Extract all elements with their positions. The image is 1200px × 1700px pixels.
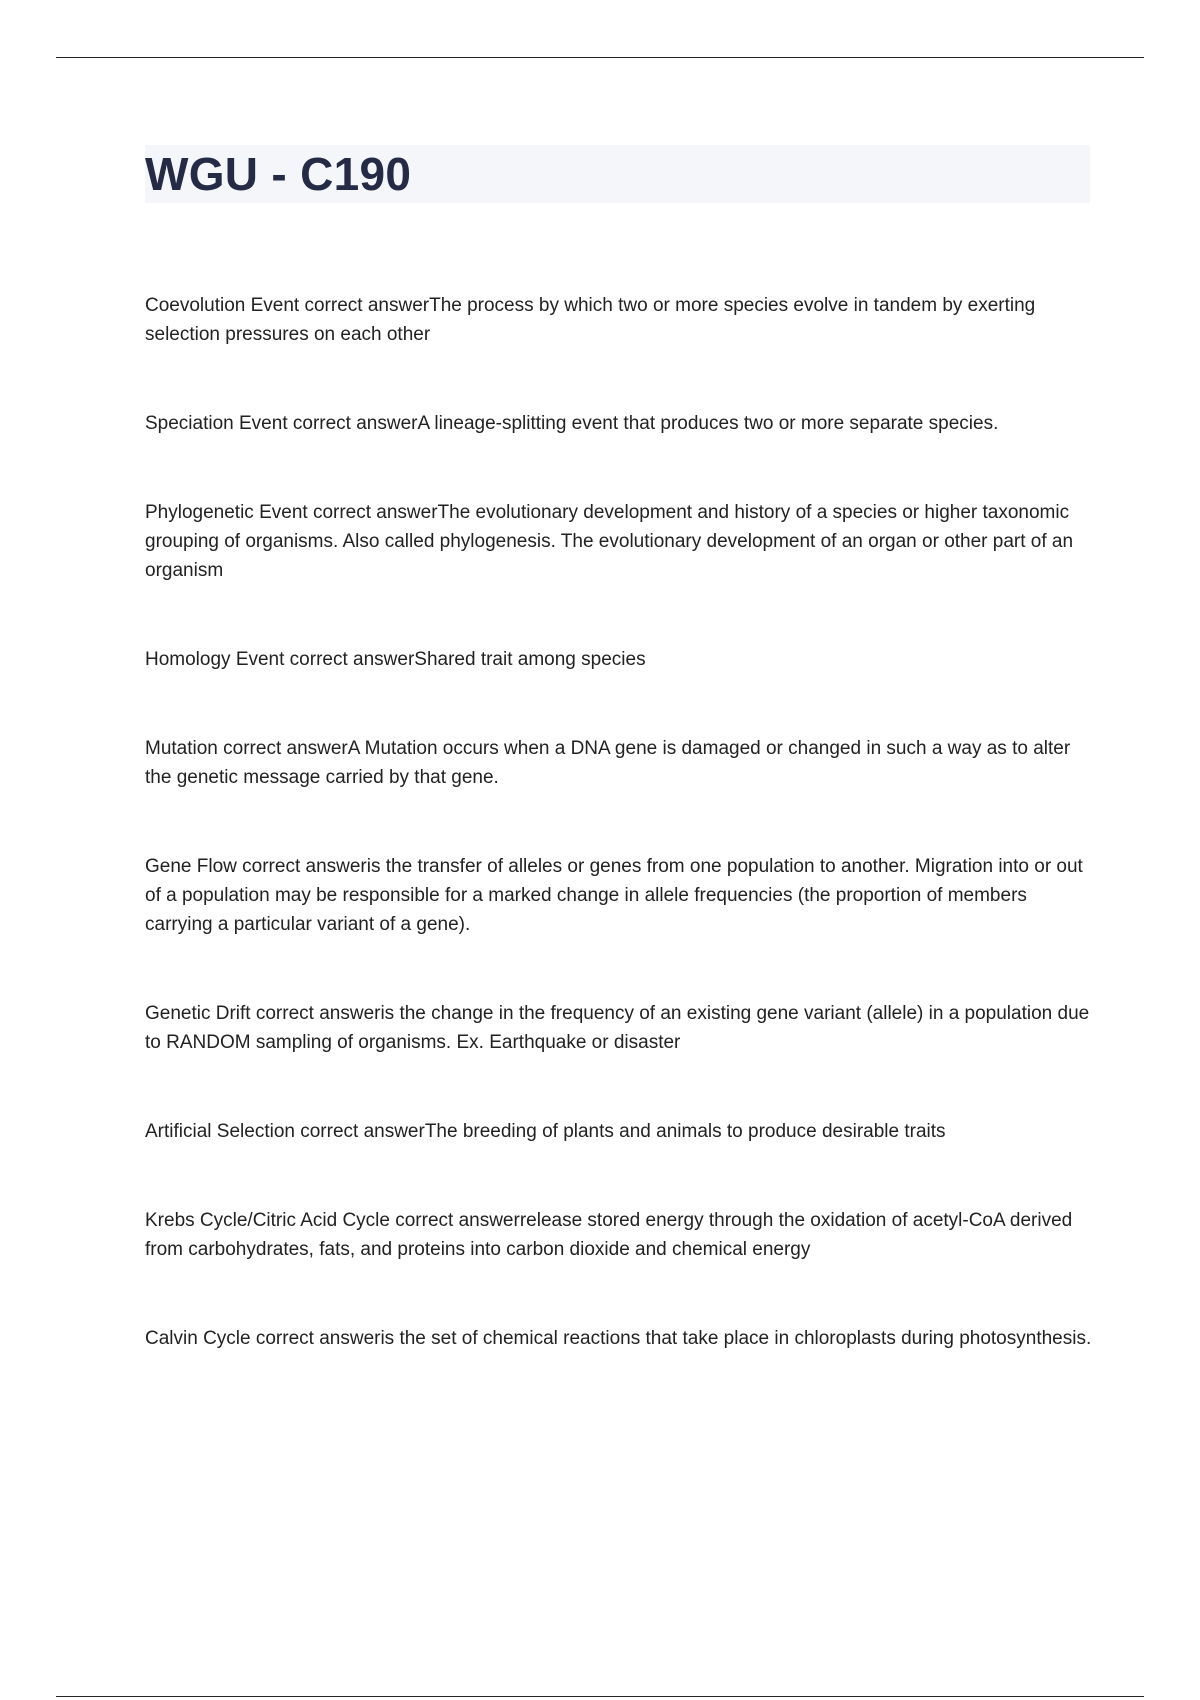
entry-krebs-cycle: Krebs Cycle/Citric Acid Cycle correct answerrelease stored energy through the oxidation of acetyl-CoA derived from carbohydrates, fats, and proteins into carbon dioxide and chemical energy [145, 1210, 1073, 1260]
entry-genetic-drift: Genetic Drift correct answeris the change in the frequency of an existing gene variant (allele) in a population due to RANDOM sampling of organisms. Ex. Earthquake or disaster [145, 1003, 1090, 1053]
entry-homology: Homology Event correct answerShared trait among species [145, 649, 646, 670]
entry-gene-flow: Gene Flow correct answeris the transfer of alleles or genes from one population to another. Migration into or out of a population may be responsible for a marked change in allele frequencies (the proportion of members carrying a particular variant of a gene). [145, 856, 1083, 935]
bottom-divider [56, 1696, 1144, 1697]
entry-coevolution: Coevolution Event correct answerThe process by which two or more species evolve in tandem by exerting selection pressures on each other [145, 295, 1036, 345]
entry-mutation: Mutation correct answerA Mutation occurs when a DNA gene is damaged or changed in such a way as to alter the genetic message carried by that gene. [145, 738, 1071, 788]
entry-calvin-cycle: Calvin Cycle correct answeris the set of chemical reactions that take place in chloroplasts during photosynthesis. [145, 1328, 1092, 1349]
top-divider [56, 57, 1144, 58]
flashcard-list [145, 291, 1095, 1413]
entry-speciation: Speciation Event correct answerA lineage-splitting event that produces two or more separate species. [145, 413, 999, 434]
entry-artificial-selection: Artificial Selection correct answerThe breeding of plants and animals to produce desirable traits [145, 1121, 946, 1142]
entry-phylogenetic: Phylogenetic Event correct answerThe evolutionary development and history of a species or higher taxonomic grouping of organisms. Also called phylogenesis. The evolutionary development of an organ or other part of an organism [145, 502, 1074, 581]
page-title: WGU - C190 [145, 148, 412, 200]
